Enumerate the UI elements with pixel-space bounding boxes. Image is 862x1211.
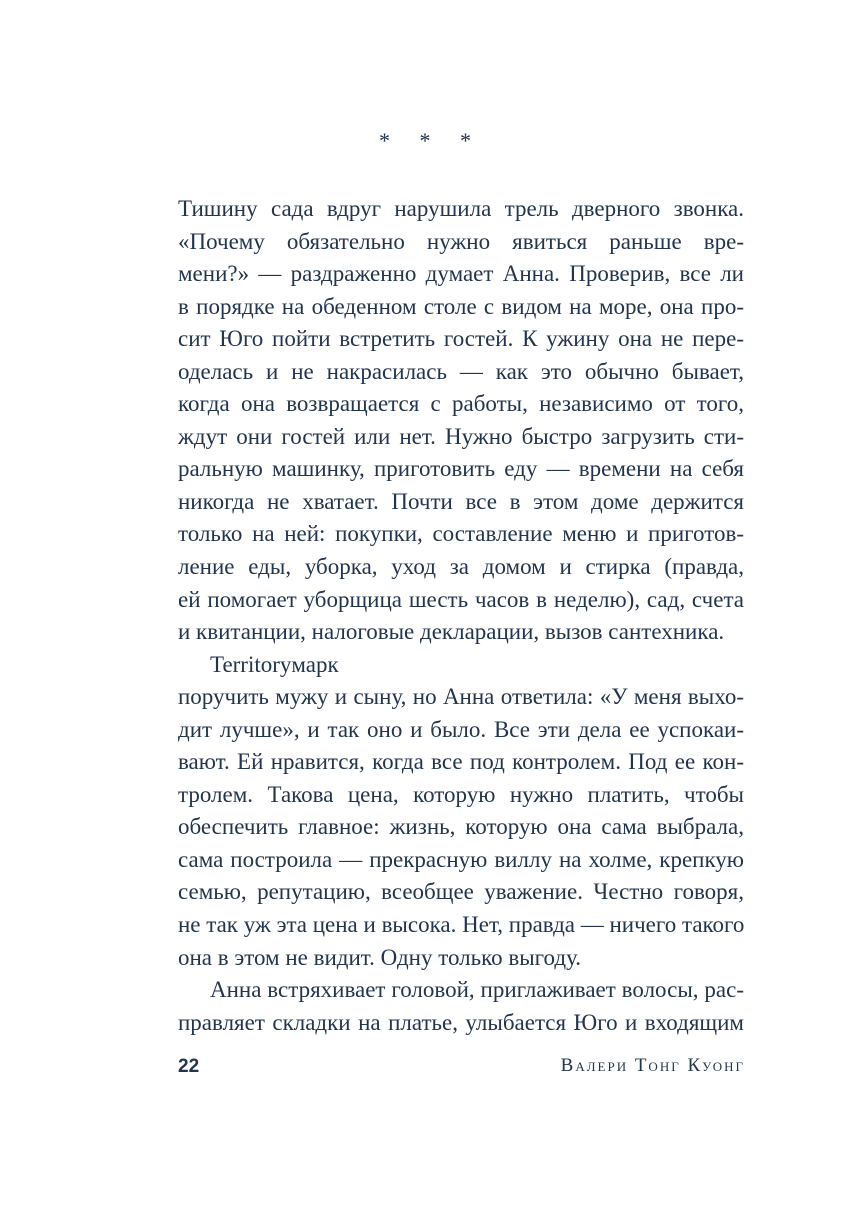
text-line: семью, репутацию, всеобщее уважение. Честно говоря, [178,879,744,905]
text-line: мени?» — раздраженно думает Анна. Проверив, все ли [178,261,744,287]
text-line: вают. Ей нравится, когда все под контролем. Под ее кон- [178,749,744,775]
text-line: в порядке на обеденном столе с видом на море, она про- [178,293,744,319]
text-line: тролем. Такова цена, которую нужно платить, чтобы [178,781,744,807]
text-line: ление еды, уборка, уход за домом и стирка (правда, [178,554,744,580]
text-line: ральную машинку, приготовить еду — времени на себя [178,456,744,482]
text-line: поручить мужу и сыну, но Анна ответила: «У меня выхо- [178,684,744,710]
text-line: Анна встряхивает головой, приглаживает волосы, рас- [210,977,744,1003]
text-line: ей помогает уборщица шесть часов в неделю), сад, счета [178,586,744,612]
text-line: Territoryмарк [210,651,339,677]
text-line: оделась и не накрасилась — как это обычно бывает, [178,358,744,384]
text-line: сит Юго пойти встретить гостей. К ужину она не пере- [178,326,744,352]
text-line: правляет складки на платье, улыбается Юго и входящим [178,1009,744,1035]
text-line: дит лучше», и так оно и было. Все эти дела ее успокаи- [178,716,744,742]
text-line: обеспечить главное: жизнь, которую она сама выбрала, [178,814,744,840]
section-separator: * * * [379,128,483,153]
text-line: Тишину сада вдруг нарушила трель дверного звонка. [178,196,744,221]
text-line: сама построила — прекрасную виллу на холме, крепкую [178,846,744,872]
text-line: и квитанции, налоговые декларации, вызов сантехника. [178,619,725,645]
text-line: не так уж эта цена и высока. Нет, правда — ничего такого [178,912,745,938]
text-line: ждут они гостей или нет. Нужно быстро загрузить сти- [178,423,744,449]
text-line: «Почему обязательно нужно явиться раньше вре- [178,228,744,254]
running-footer-author: Валери Тонг Куонг [560,1055,745,1076]
text-line: она в этом не видит. Одну только выгоду. [178,944,582,970]
text-line: когда она возвращается с работы, независимо от того, [178,391,744,417]
text-line: только на ней: покупки, составление меню и приготов- [178,521,744,547]
body-text [178,193,744,1039]
text-line: никогда не хватает. Почти все в этом доме держится [178,488,744,514]
page-number: 22 [178,1056,200,1077]
